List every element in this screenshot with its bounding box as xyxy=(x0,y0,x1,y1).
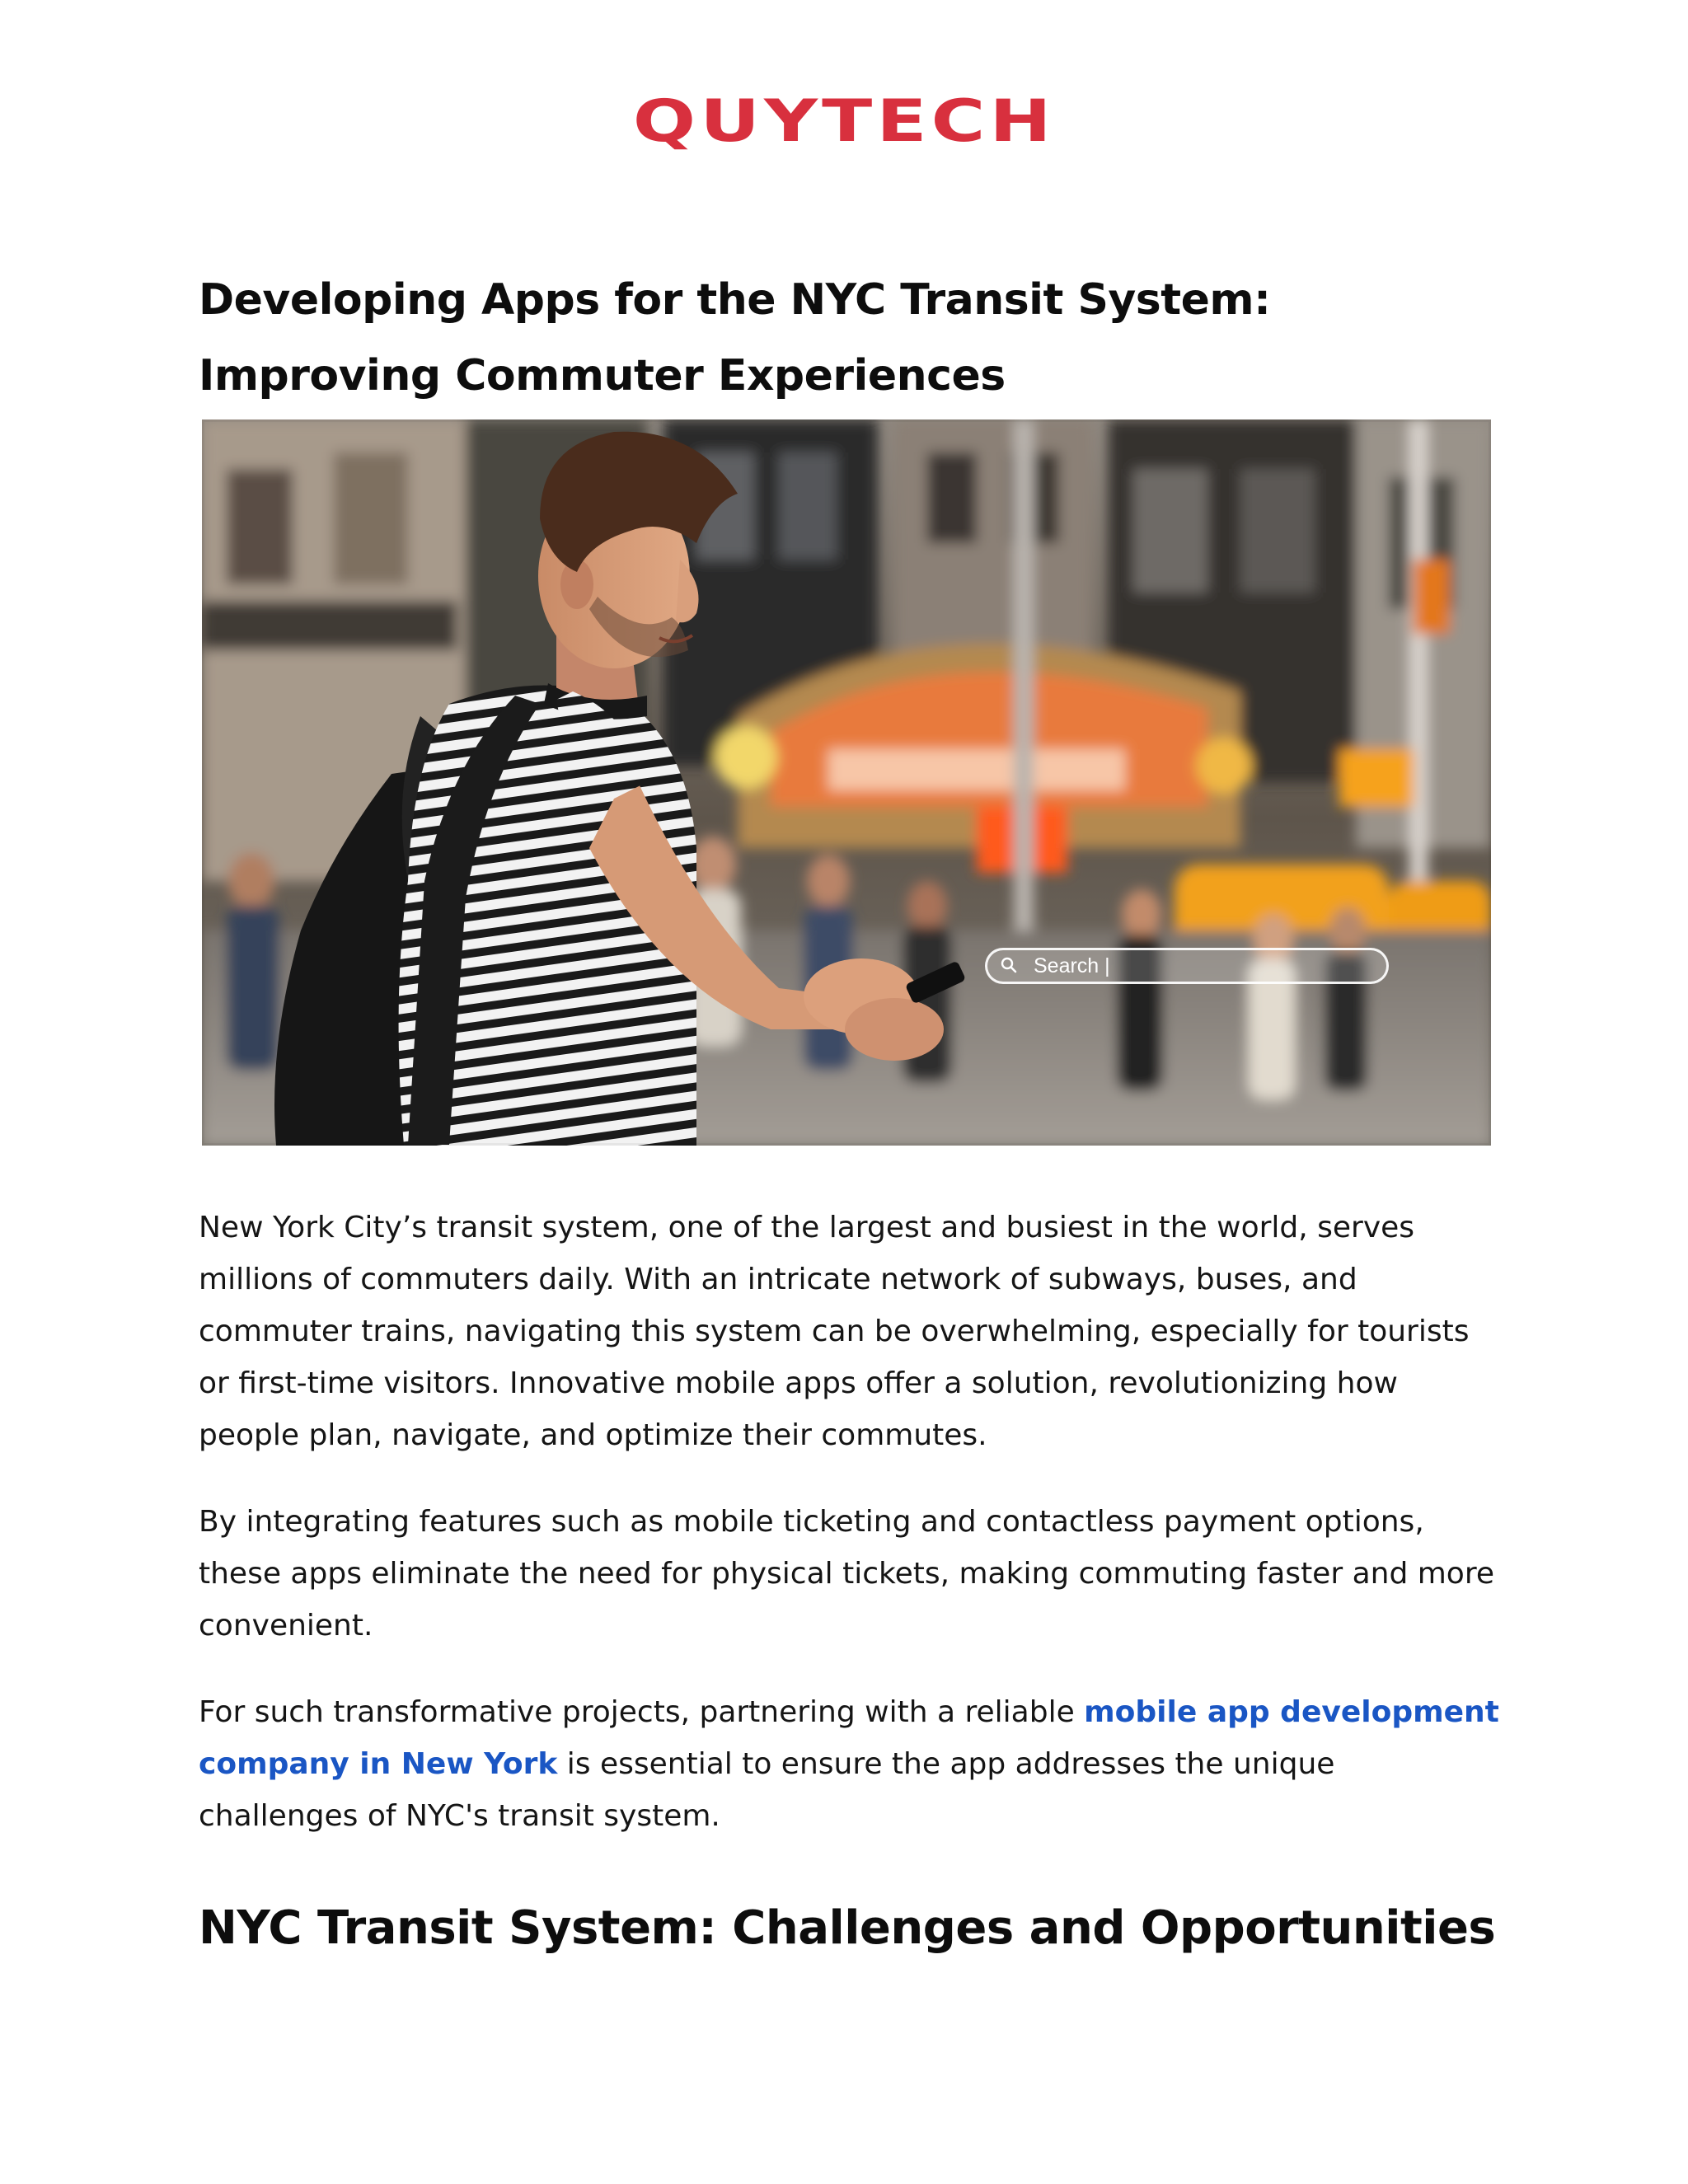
quytech-logo[interactable] xyxy=(0,87,1688,155)
partner-paragraph-tail: is essential to ensure the app addresses the unique challenges of NYC's transit system. xyxy=(199,1747,1335,1833)
partner-paragraph-lead: For such transformative projects, partnering with a reliable xyxy=(199,1695,1085,1729)
partner-paragraph xyxy=(199,1686,1501,1842)
logo-text: QUYTECH xyxy=(632,87,1056,155)
hero-image xyxy=(202,419,1491,1146)
mobile-app-development-link[interactable]: mobile app development company in New York xyxy=(199,1695,1499,1781)
intro-paragraph: New York City’s transit system, one of the largest and busiest in the world, serves millions of commuters daily. With an intricate network of subways, buses, and commuter trains, navigating this system can be overwhelming, especially for tourists or first-time visitors. Innovative mobile apps offer a solution, revolutionizing how people plan, navigate, and optimize their commutes. xyxy=(199,1211,1470,1452)
search-bar-text: Search | xyxy=(1034,954,1110,977)
search-icon xyxy=(1001,957,1017,973)
search-bar-overlay xyxy=(985,948,1389,984)
ticketing-paragraph: By integrating features such as mobile ticketing and contactless payment options, these apps eliminate the need for physical tickets, making commuting faster and more convenient. xyxy=(199,1505,1494,1643)
article-title: Developing Apps for the NYC Transit System: Improving Commuter Experiences xyxy=(199,275,1271,401)
hero-photo-illustration xyxy=(202,419,1491,1146)
section-heading: NYC Transit System: Challenges and Opportunities xyxy=(199,1901,1496,1955)
